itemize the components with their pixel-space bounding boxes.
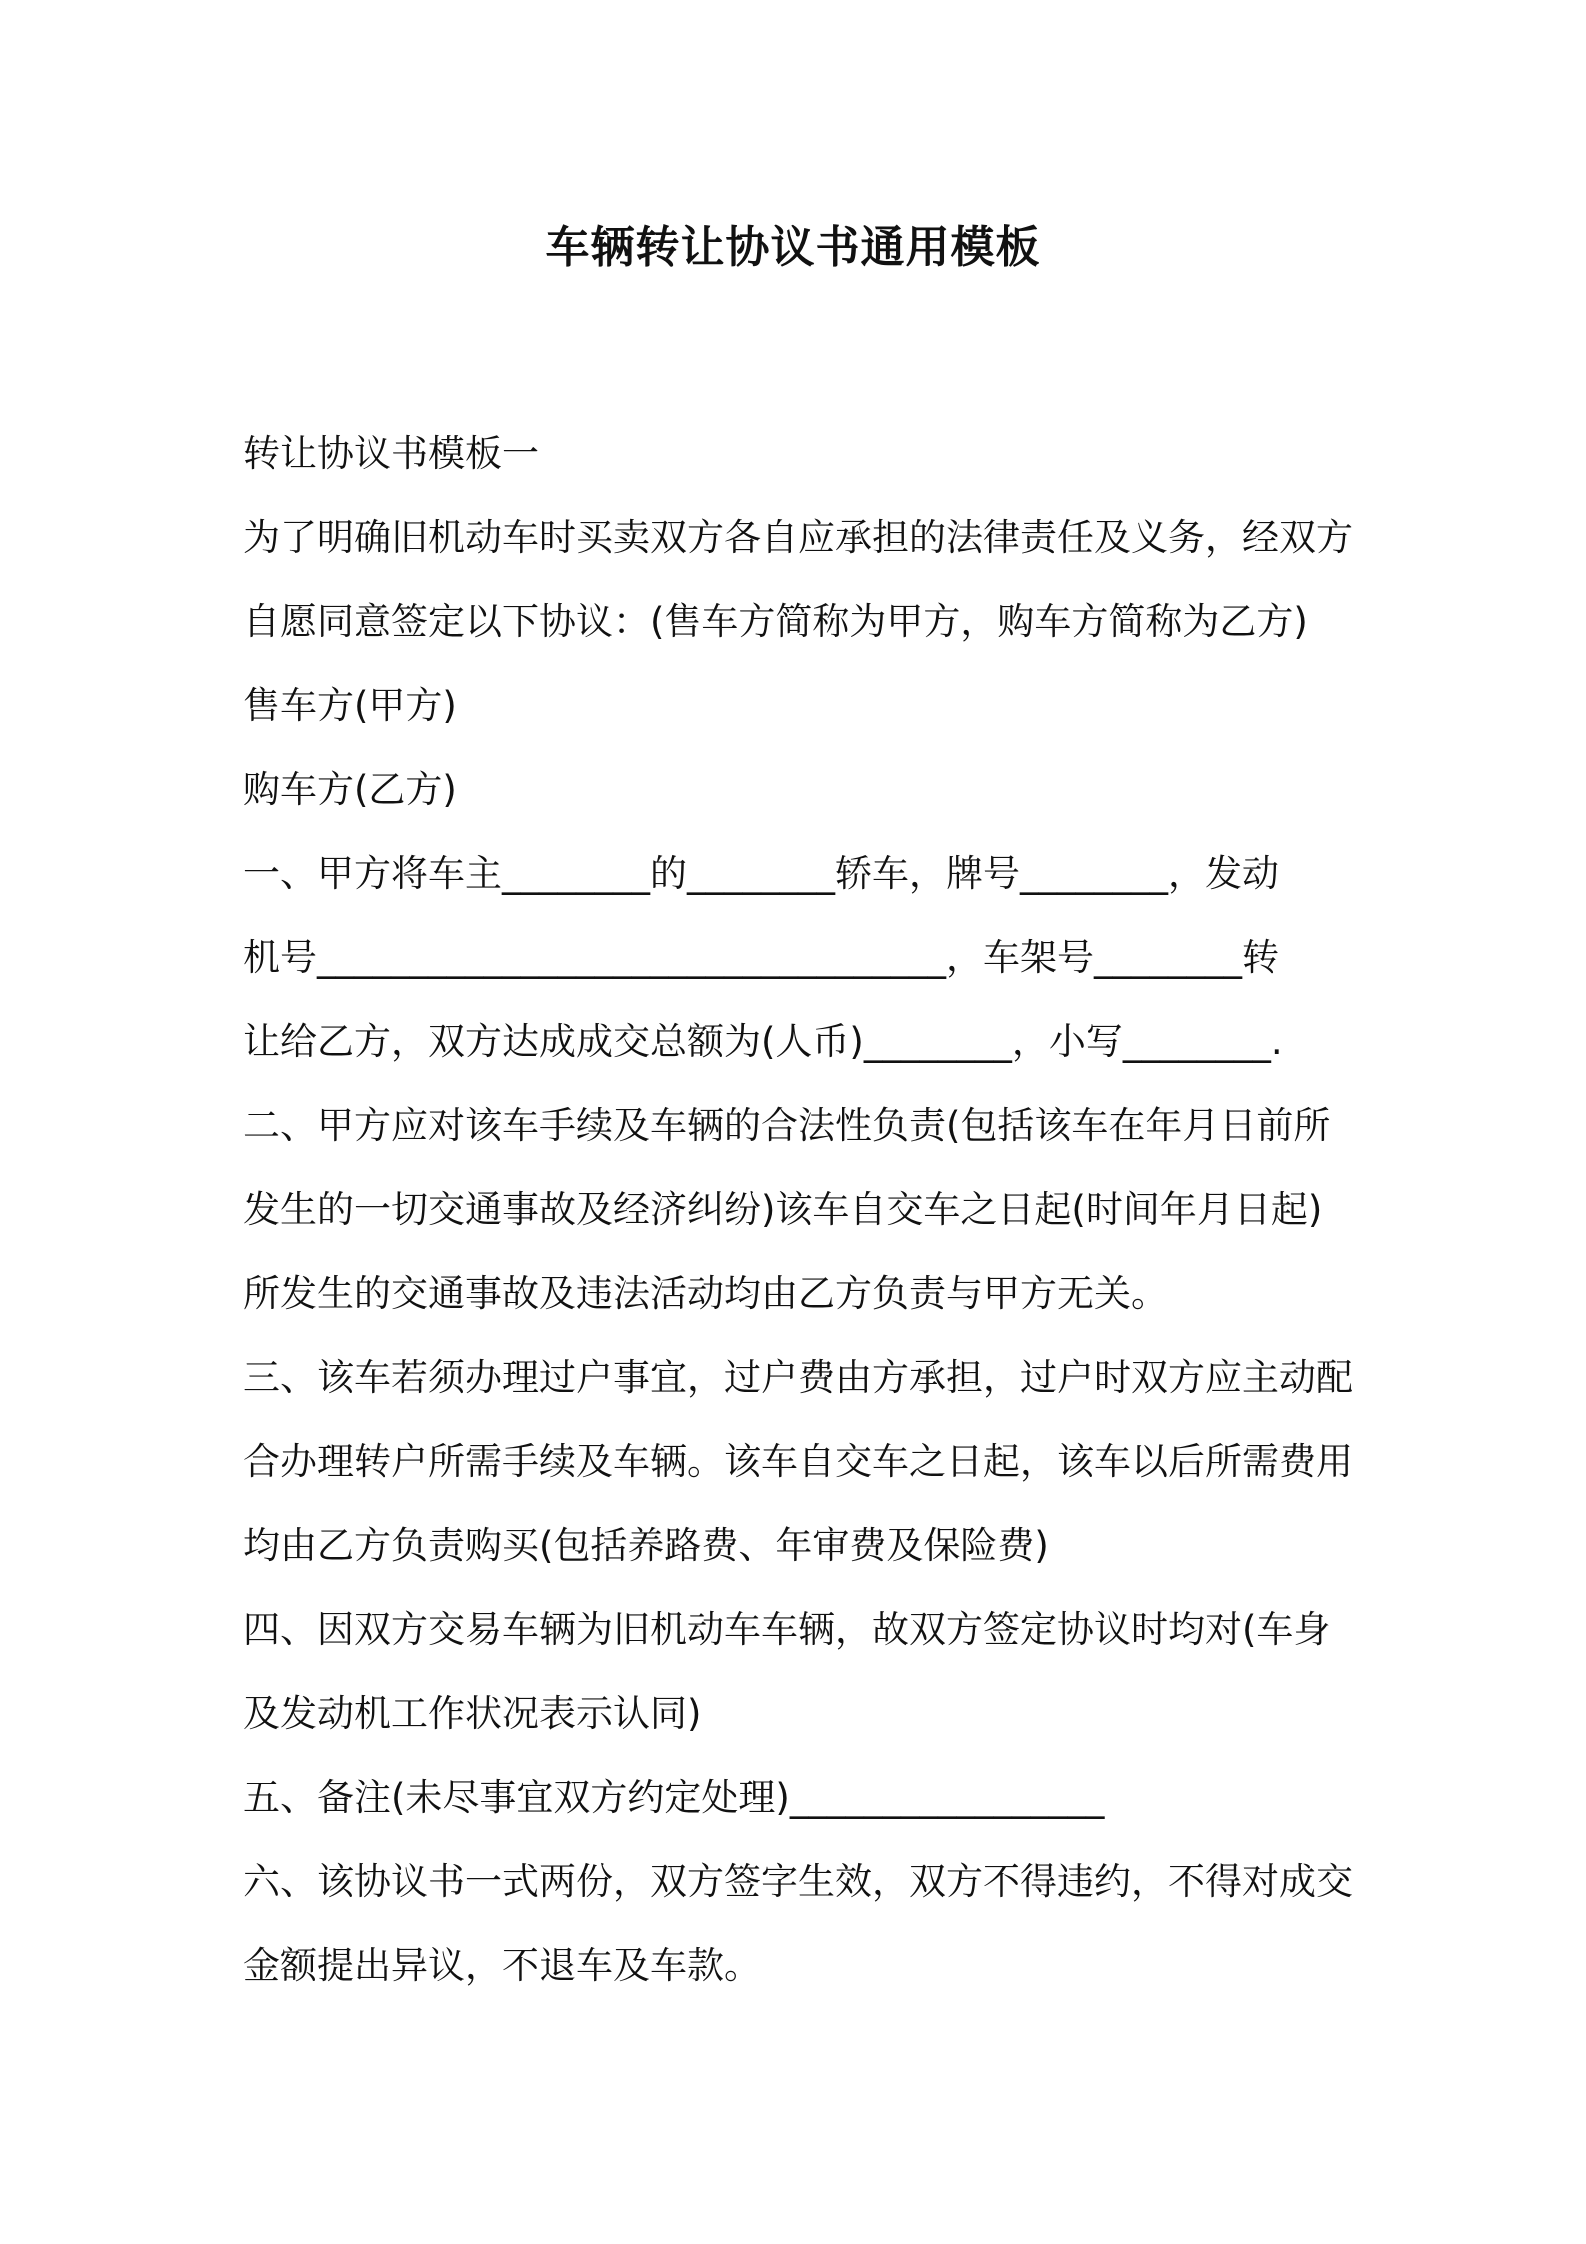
clause-4-line: 及发动机工作状况表示认同) <box>243 1692 702 1735</box>
clause-3-line: 均由乙方负责购买(包括养路费、年审费及保险费) <box>243 1524 1049 1567</box>
clause-3-line: 三、该车若须办理过户事宜，过户费由方承担，过户时双方应主动配 <box>243 1356 1353 1399</box>
document-body <box>243 412 1363 2008</box>
clause-1-line: 让给乙方，双方达成成交总额为(人币)________，小写________. <box>243 1020 1283 1063</box>
clause-1-line: 一、甲方将车主________的________轿车，牌号________，发动 <box>243 852 1279 895</box>
document-title: 车辆转让协议书通用模板 <box>545 222 1041 273</box>
clause-3-line: 合办理转户所需手续及车辆。该车自交车之日起，该车以后所需费用 <box>243 1440 1353 1483</box>
clause-6-line: 金额提出异议，不退车及车款。 <box>243 1944 761 1987</box>
section-heading: 转让协议书模板一 <box>243 432 539 475</box>
clause-1-line: 机号__________________________________，车架号________转 <box>243 936 1279 979</box>
clause-2-line: 二、甲方应对该车手续及车辆的合法性负责(包括该车在年月日前所 <box>243 1104 1331 1147</box>
text-line: 自愿同意签定以下协议：(售车方简称为甲方，购车方简称为乙方) <box>243 600 1308 643</box>
clause-2-line: 发生的一切交通事故及经济纠纷)该车自交车之日起(时间年月日起) <box>243 1188 1323 1231</box>
clause-2-line: 所发生的交通事故及违法活动均由乙方负责与甲方无关。 <box>243 1272 1168 1315</box>
buyer-line: 购车方(乙方) <box>243 768 457 811</box>
seller-line: 售车方(甲方) <box>243 684 457 727</box>
clause-6-line: 六、该协议书一式两份，双方签字生效，双方不得违约，不得对成交 <box>243 1860 1353 1903</box>
clause-4-line: 四、因双方交易车辆为旧机动车车辆，故双方签定协议时均对(车身 <box>243 1608 1331 1651</box>
text-line: 为了明确旧机动车时买卖双方各自应承担的法律责任及义务，经双方 <box>243 516 1353 559</box>
clause-5-line: 五、备注(未尽事宜双方约定处理)_________________ <box>243 1776 1105 1819</box>
